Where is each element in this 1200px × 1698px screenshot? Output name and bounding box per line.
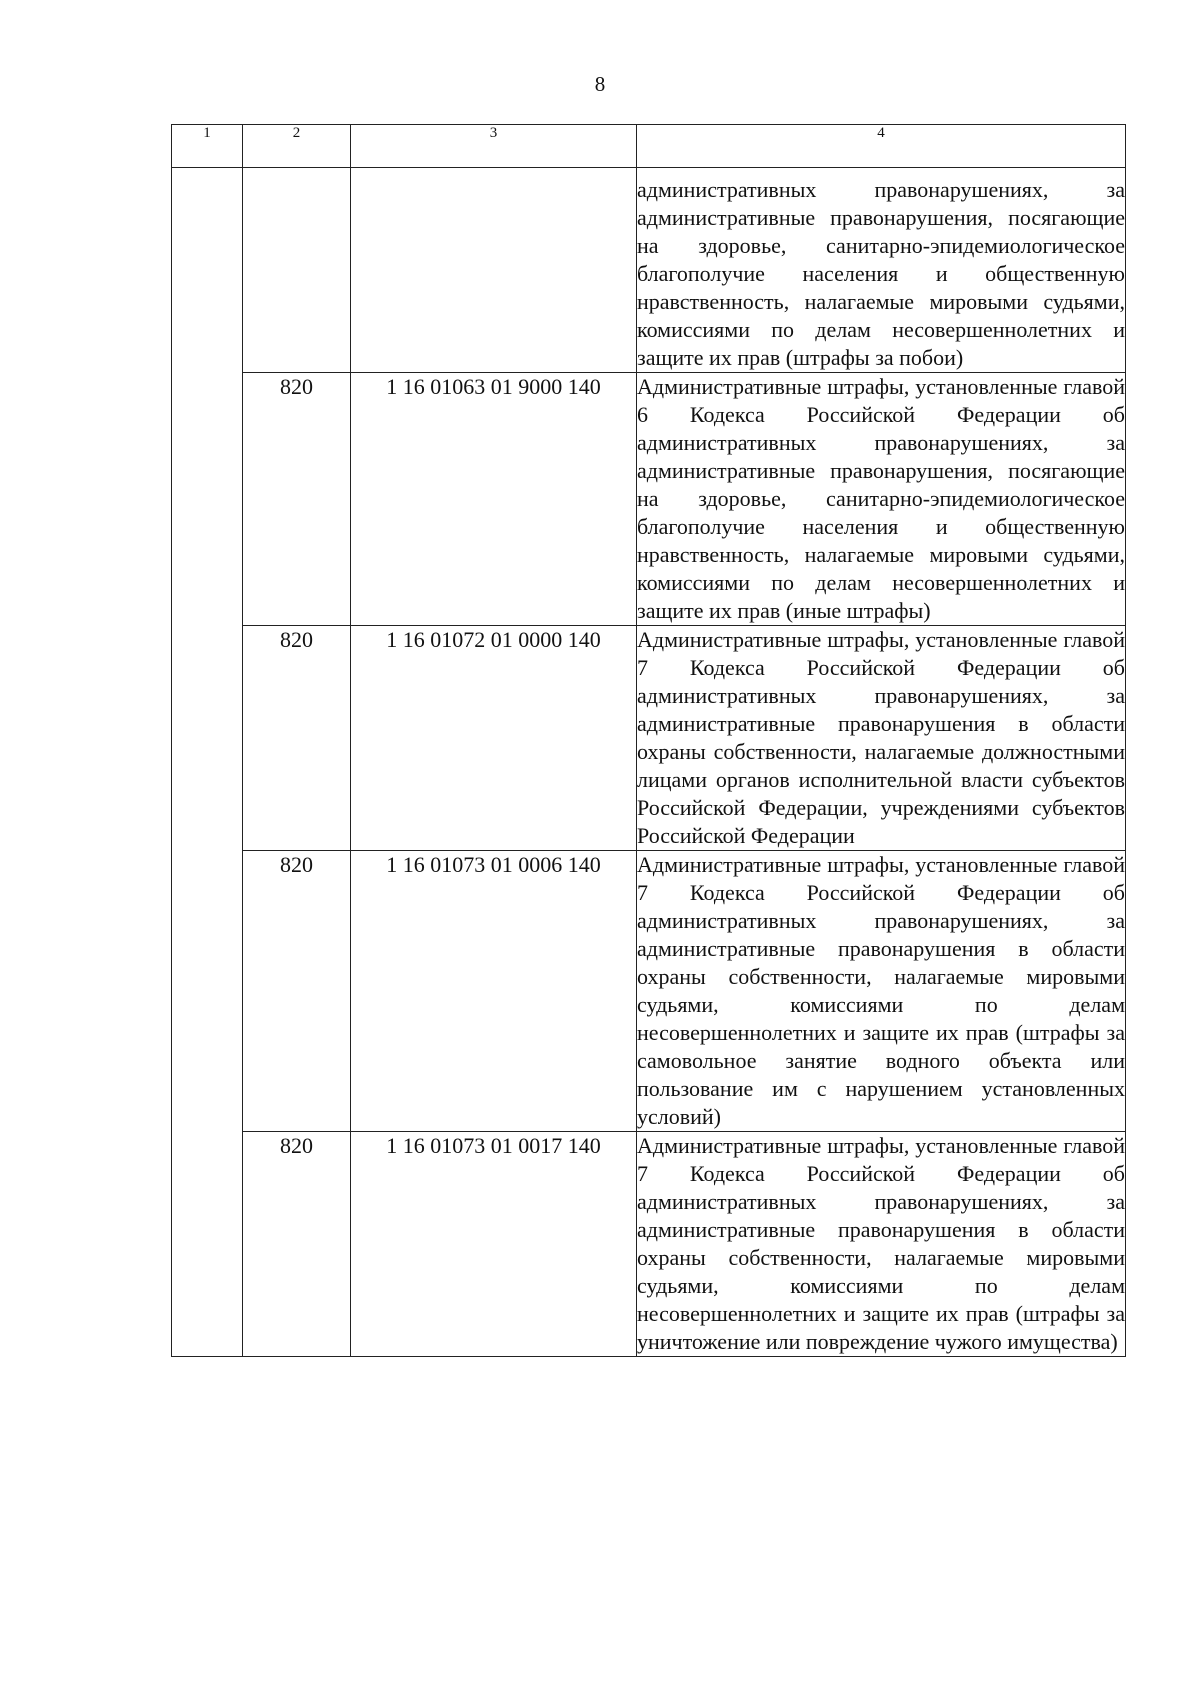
kbk-code-cell: 1 16 01063 01 9000 140: [351, 373, 637, 626]
description-cell: Административные штрафы, установленные главой 6 Кодекса Российской Федерации об административных правонарушениях, за административные правонарушения, посягающие на здоровье, санитарно-эпидемиологическое благополучие населения и общественную нравственность, налагаемые мировыми судьями, комиссиями по делам несовершеннолетних и защите их прав (иные штрафы): [637, 373, 1126, 626]
admin-code-cell: 820: [243, 373, 351, 626]
description-cell: Административные штрафы, установленные главой 7 Кодекса Российской Федерации об административных правонарушениях, за административные правонарушения в области охраны собственности, налагаемые должностными лицами органов исполнительной власти субъектов Российской Федерации, учреждениями субъектов Российской Федерации: [637, 626, 1126, 851]
column-header-3: 3: [351, 125, 637, 168]
admin-code-cell: 820: [243, 626, 351, 851]
table-row: [172, 168, 1126, 373]
admin-code-cell: [243, 168, 351, 373]
description-cell: административных правонарушениях, за административные правонарушения, посягающие на здоровье, санитарно-эпидемиологическое благополучие населения и общественную нравственность, налагаемые мировыми судьями, комиссиями по делам несовершеннолетних и защите их прав (штрафы за побои): [637, 168, 1126, 373]
kbk-code-cell: 1 16 01073 01 0006 140: [351, 851, 637, 1132]
table-row: [172, 851, 1126, 1132]
kbk-code-cell: 1 16 01072 01 0000 140: [351, 626, 637, 851]
table-header-row: [172, 125, 1126, 168]
description-cell: Административные штрафы, установленные главой 7 Кодекса Российской Федерации об административных правонарушениях, за административные правонарушения в области охраны собственности, налагаемые мировыми судьями, комиссиями по делам несовершеннолетних и защите их прав (штрафы за уничтожение или повреждение чужого имущества): [637, 1132, 1126, 1357]
table-row: [172, 1132, 1126, 1357]
table-row: [172, 373, 1126, 626]
column-header-2: 2: [243, 125, 351, 168]
admin-code-cell: 820: [243, 851, 351, 1132]
page-number: 8: [594, 72, 606, 96]
kbk-code-cell: [351, 168, 637, 373]
description-cell: Административные штрафы, установленные главой 7 Кодекса Российской Федерации об административных правонарушениях, за административные правонарушения в области охраны собственности, налагаемые мировыми судьями, комиссиями по делам несовершеннолетних и защите их прав (штрафы за самовольное занятие водного объекта или пользование им с нарушением установленных условий): [637, 851, 1126, 1132]
kbk-code-cell: 1 16 01073 01 0017 140: [351, 1132, 637, 1357]
section-number-cell: [172, 168, 243, 1357]
column-header-4: 4: [637, 125, 1126, 168]
revenue-codes-table: [171, 124, 1126, 1357]
table-row: [172, 626, 1126, 851]
column-header-1: 1: [172, 125, 243, 168]
admin-code-cell: 820: [243, 1132, 351, 1357]
